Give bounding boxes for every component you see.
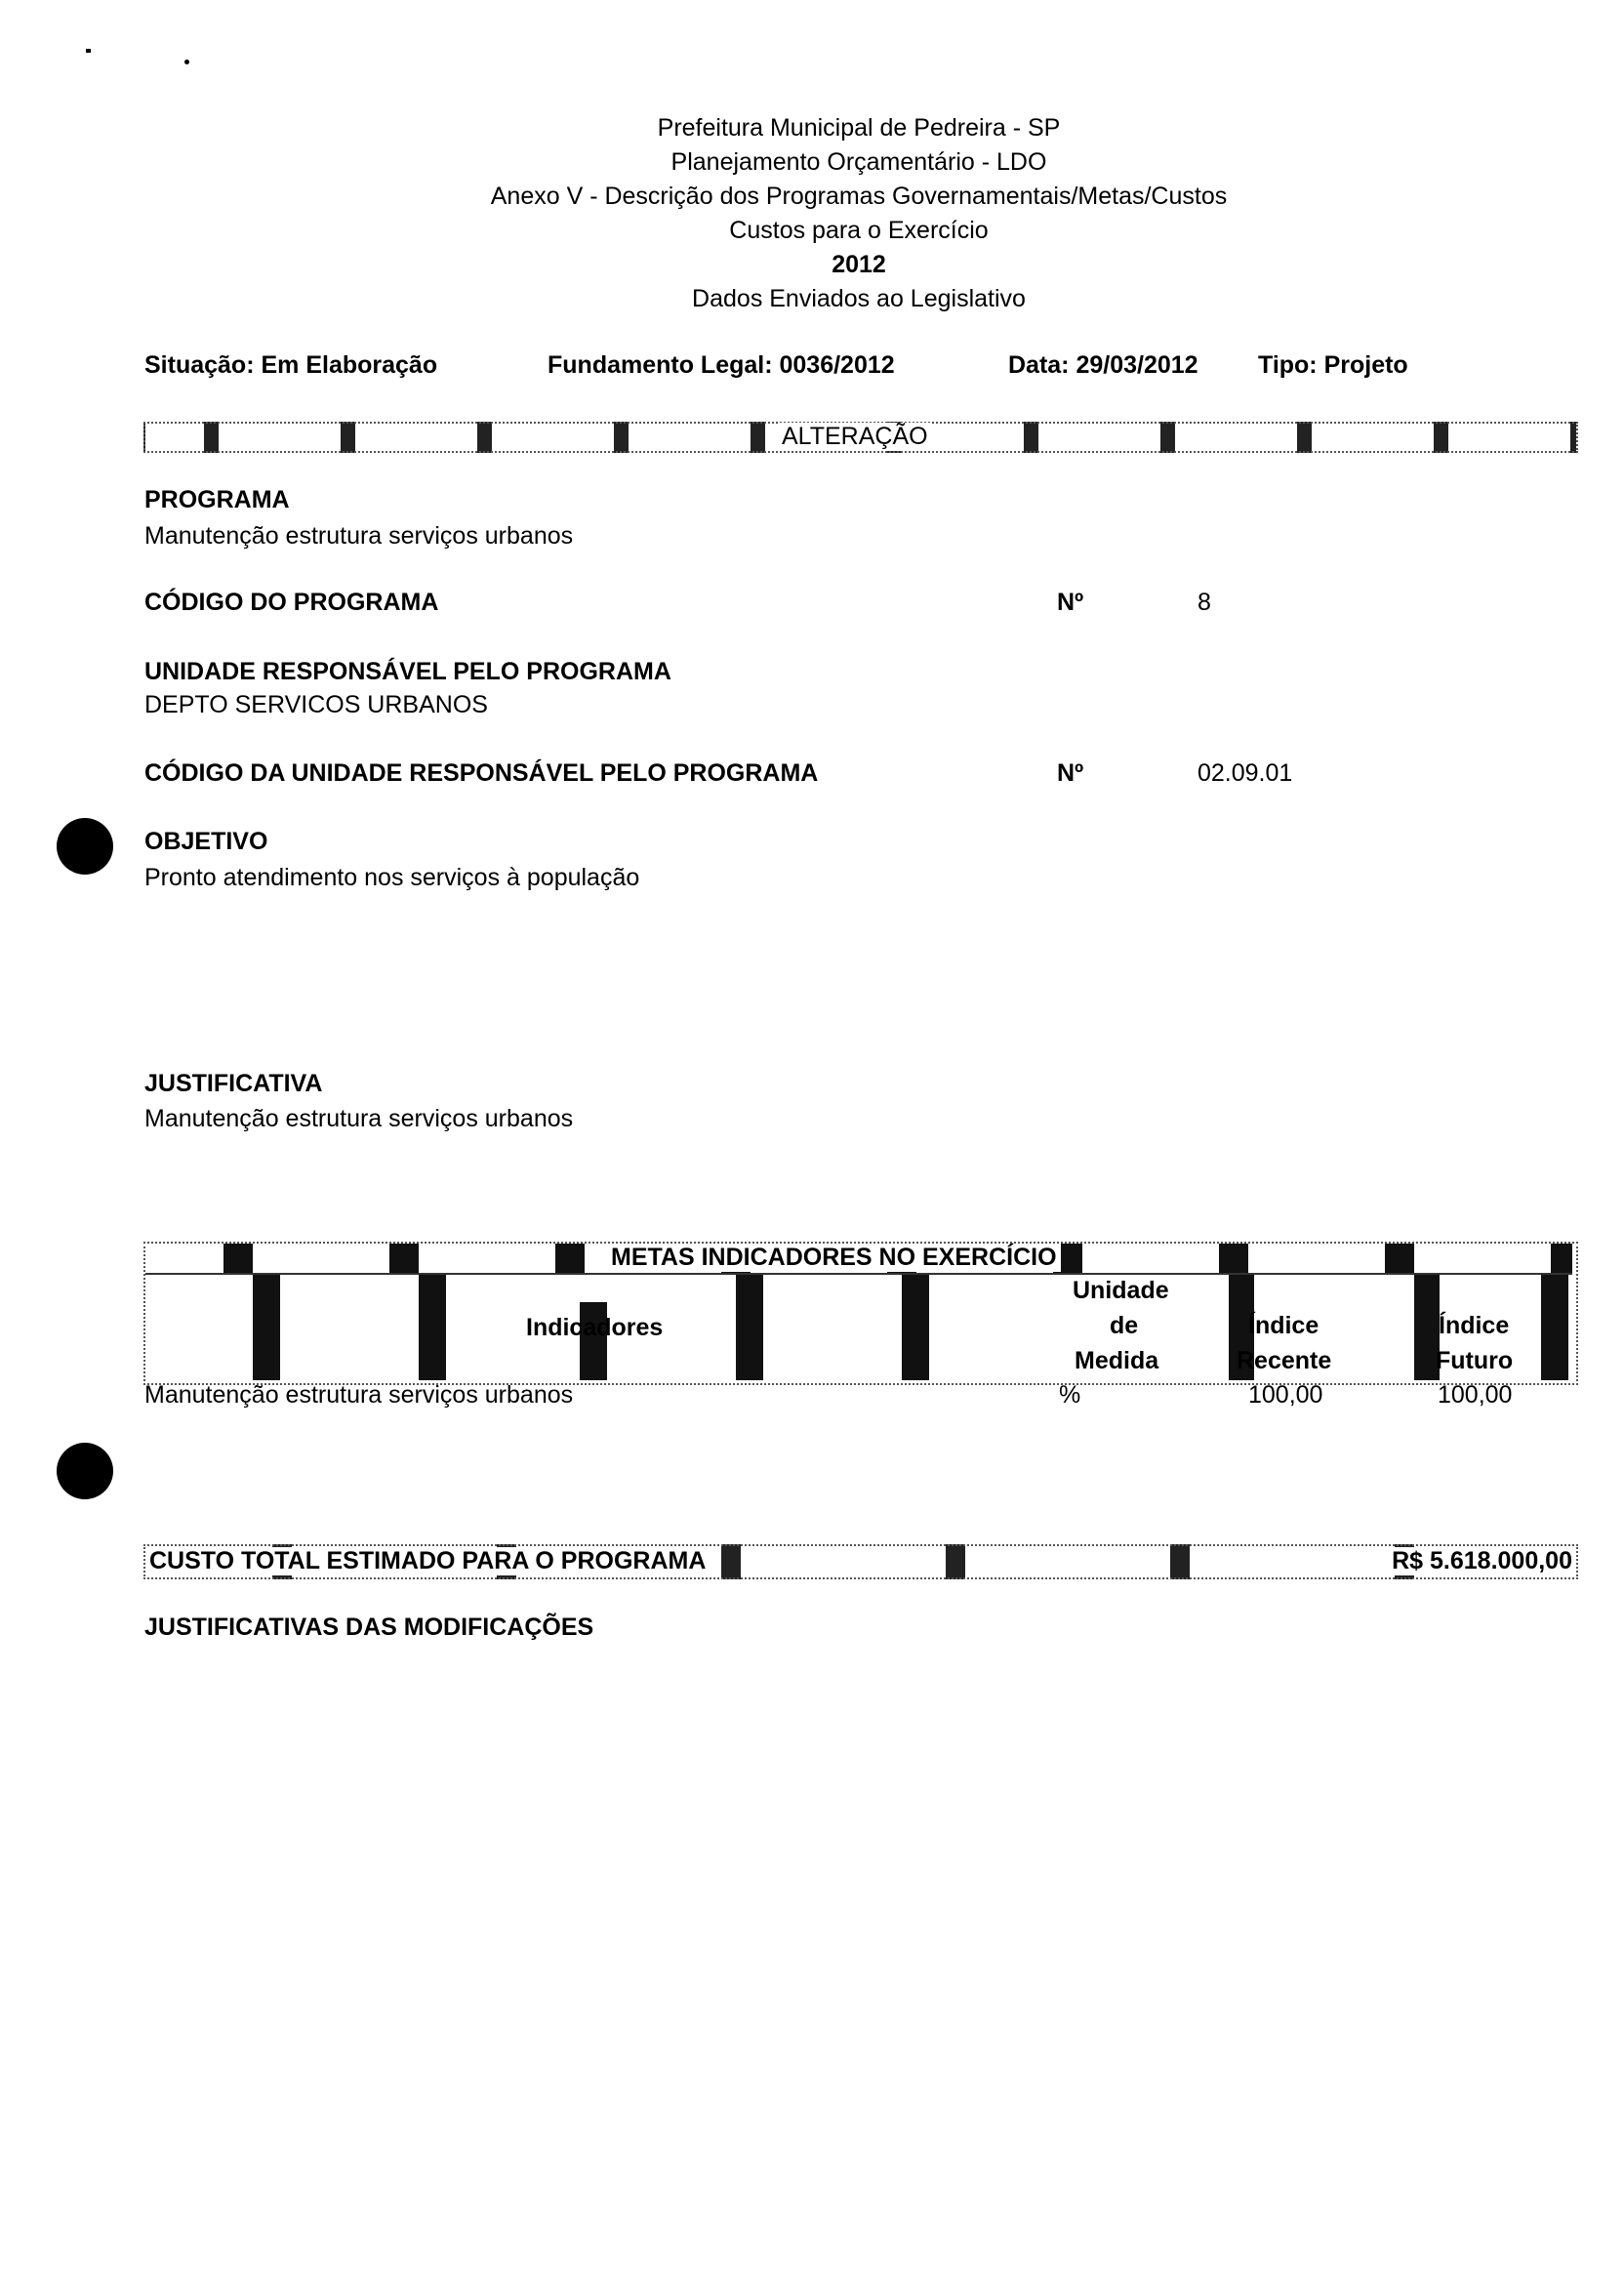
tipo: Tipo: Projeto [1258,351,1408,379]
header-municipality: Prefeitura Municipal de Pedreira - SP [657,114,1061,142]
codigo-unidade-value: 02.09.01 [1198,759,1293,787]
row-futuro: 100,00 [1438,1381,1513,1409]
alteracao-bar [143,422,1578,453]
scan-mark [184,60,189,64]
col-unidade-medida: Medida [1075,1347,1159,1374]
punch-hole-icon [57,818,113,875]
row-recente: 100,00 [1248,1381,1323,1409]
codigo-programa-label: CÓDIGO DO PROGRAMA [144,589,439,616]
custo-total-bar [143,1544,1578,1579]
programa-value: Manutenção estrutura serviços urbanos [144,522,574,550]
alteracao-label: ALTERAÇÃO [778,423,932,451]
header-year: 2012 [832,251,886,278]
fundamento-legal: Fundamento Legal: 0036/2012 [548,351,895,379]
scan-artifact [1541,1275,1568,1380]
col-indice-recente: Índice [1248,1312,1320,1339]
punch-hole-icon [57,1443,113,1499]
metas-title: METAS INDICADORES NO EXERCÍCIO [607,1244,1061,1272]
header-costs: Custos para o Exercício [729,217,989,244]
scan-artifact [736,1275,763,1380]
justificativa-label: JUSTIFICATIVA [144,1070,323,1097]
codigo-programa-no: Nº [1057,589,1084,616]
situacao: Situação: Em Elaboração [144,351,438,379]
unidade-value: DEPTO SERVICOS URBANOS [144,691,488,718]
col-unidade: Unidade [1073,1277,1169,1304]
row-unidade: % [1059,1381,1081,1409]
programa-label: PROGRAMA [144,486,290,513]
justificativas-modificacoes-label: JUSTIFICATIVAS DAS MODIFICAÇÕES [144,1614,594,1641]
custo-total-label: CUSTO TOTAL ESTIMADO PARA O PROGRAMA [145,1547,710,1575]
header-annex: Anexo V - Descrição dos Programas Governamentais/Metas/Custos [490,183,1228,210]
scan-artifact [902,1275,929,1380]
col-indicadores: Indicadores [526,1314,664,1341]
codigo-unidade-label: CÓDIGO DA UNIDADE RESPONSÁVEL PELO PROGRAMA [144,759,819,787]
unidade-label: UNIDADE RESPONSÁVEL PELO PROGRAMA [144,658,671,685]
row-indicador: Manutenção estrutura serviços urbanos [144,1381,574,1409]
col-indice-recente-2: Recente [1237,1347,1332,1374]
justificativa-value: Manutenção estrutura serviços urbanos [144,1105,574,1132]
col-indice-futuro-2: Futuro [1436,1347,1514,1374]
data: Data: 29/03/2012 [1008,351,1198,379]
codigo-programa-value: 8 [1198,589,1211,616]
objetivo-value: Pronto atendimento nos serviços à população [144,864,640,891]
custo-total-value: R$ 5.618.000,00 [1388,1547,1576,1575]
codigo-unidade-no: Nº [1057,759,1084,787]
col-unidade-de: de [1110,1312,1139,1339]
scan-mark [86,49,91,53]
objetivo-label: OBJETIVO [144,828,268,855]
header-sent: Dados Enviados ao Legislativo [692,285,1026,312]
metas-table-header [143,1242,1578,1385]
header-planning: Planejamento Orçamentário - LDO [670,148,1047,176]
scan-artifact [419,1275,446,1380]
col-indice-futuro: Índice [1439,1312,1510,1339]
scan-artifact [253,1275,280,1380]
